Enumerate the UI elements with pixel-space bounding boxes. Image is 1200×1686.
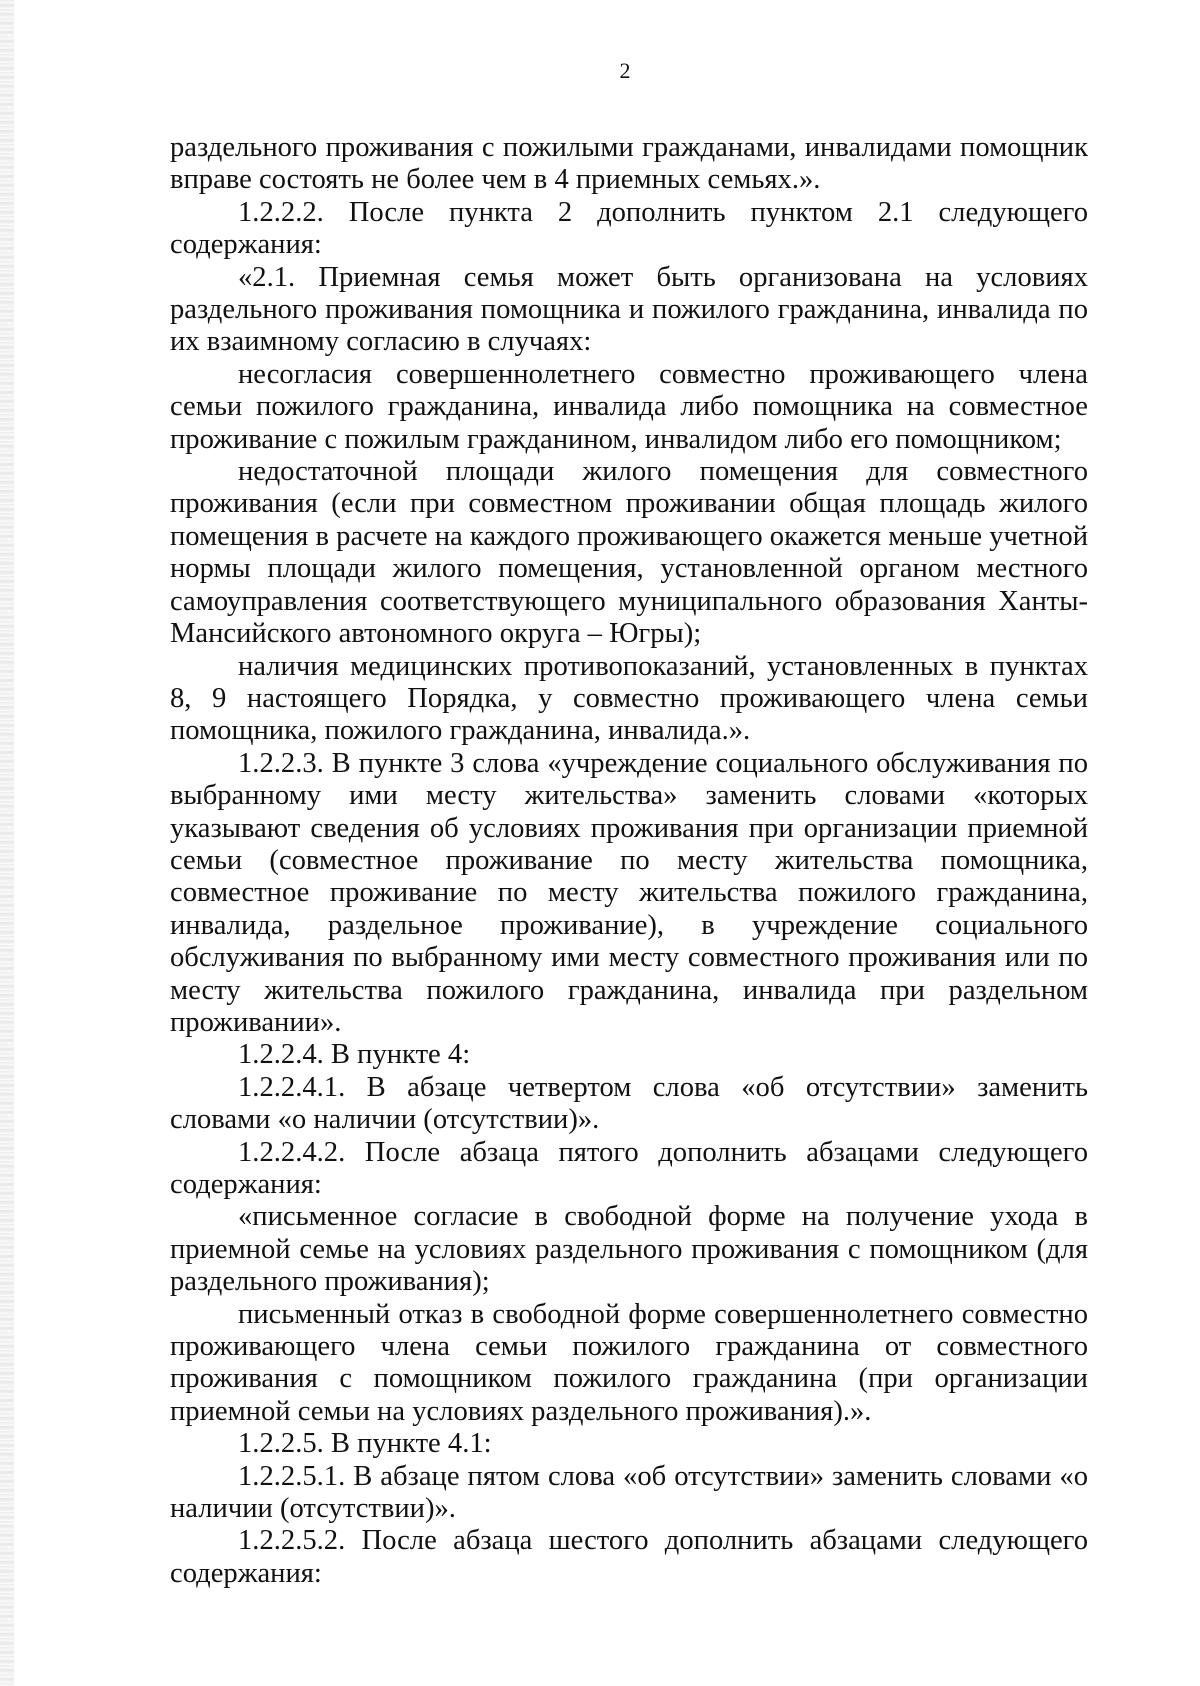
paragraph-1-2-2-2: 1.2.2.2. После пункта 2 дополнить пунктом 2.1 следующего содержания: <box>170 196 1088 261</box>
paragraph-1-2-2-5-2: 1.2.2.5.2. После абзаца шестого дополнить абзацами следующего содержания: <box>170 1525 1088 1589</box>
paragraph-written-consent: «письменное согласие в свободной форме на получение ухода в приемной семье на условиях раздельного проживания с помощником (для раздельного проживания); <box>170 1201 1088 1298</box>
paragraph-1-2-2-4: 1.2.2.4. В пункте 4: <box>238 1039 471 1071</box>
paragraph-1-2-2-5-1: 1.2.2.5.1. В абзаце пятом слова «об отсутствии» заменить словами «о наличии (отсутствии)». <box>170 1460 1088 1525</box>
paragraph-written-refusal: письменный отказ в свободной форме совершеннолетнего совместно проживающего члена семьи пожилого гражданина от совместного проживания с помощником пожилого гражданина (при организации приемной семьи на условиях раздельного проживания).». <box>170 1298 1088 1427</box>
page-number: 2 <box>619 58 631 83</box>
paragraph-1-2-2-4-2: 1.2.2.4.2. После абзаца пятого дополнить абзацами следующего содержания: <box>170 1136 1088 1200</box>
scan-edge-artifact <box>0 0 14 1686</box>
paragraph-continuation: раздельного проживания с пожилыми гражданами, инвалидами помощник вправе состоять не более чем в 4 приемных семьях.». <box>170 132 1088 196</box>
paragraph-case-insufficient-area: недостаточной площади жилого помещения для совместного проживания (если при совместном проживании общая площадь жилого помещения в расчете на каждого проживающего окажется меньше учетной нормы площади жилого помещения, установленной органом местного самоуправления соответствующего муниципального образования Ханты-Мансийского автономного округа – Югры); <box>170 456 1088 650</box>
paragraph-case-disagreement: несогласия совершеннолетнего совместно проживающего члена семьи пожилого гражданина, инвалида либо помощника на совместное проживание с пожилым гражданином, инвалидом либо его помощником; <box>170 358 1088 455</box>
paragraph-case-medical: наличия медицинских противопоказаний, установленных в пунктах 8, 9 настоящего Порядка, у совместно проживающего члена семьи помощника, пожилого гражданина, инвалида.». <box>170 650 1088 747</box>
paragraph-1-2-2-4-1: 1.2.2.4.1. В абзаце четвертом слова «об отсутствии» заменить словами «о наличии (отсутствии)». <box>170 1071 1088 1136</box>
paragraph-1-2-2-5: 1.2.2.5. В пункте 4.1: <box>238 1428 492 1460</box>
paragraph-2-1: «2.1. Приемная семья может быть организована на условиях раздельного проживания помощника и пожилого гражданина, инвалида по их взаимному согласию в случаях: <box>170 261 1088 358</box>
document-body <box>170 132 1088 1590</box>
paragraph-1-2-2-3: 1.2.2.3. В пункте 3 слова «учреждение социального обслуживания по выбранному ими месту жительства» заменить словами «которых указывают сведения об условиях проживания при организации приемной семьи (совместное проживание по месту жительства помощника, совместное проживание по месту жительства пожилого гражданина, инвалида, раздельное проживание), в учреждение социального обслуживания по выбранному ими месту совместного проживания или по месту жительства пожилого гражданина, инвалида при раздельном проживании». <box>170 747 1088 1038</box>
